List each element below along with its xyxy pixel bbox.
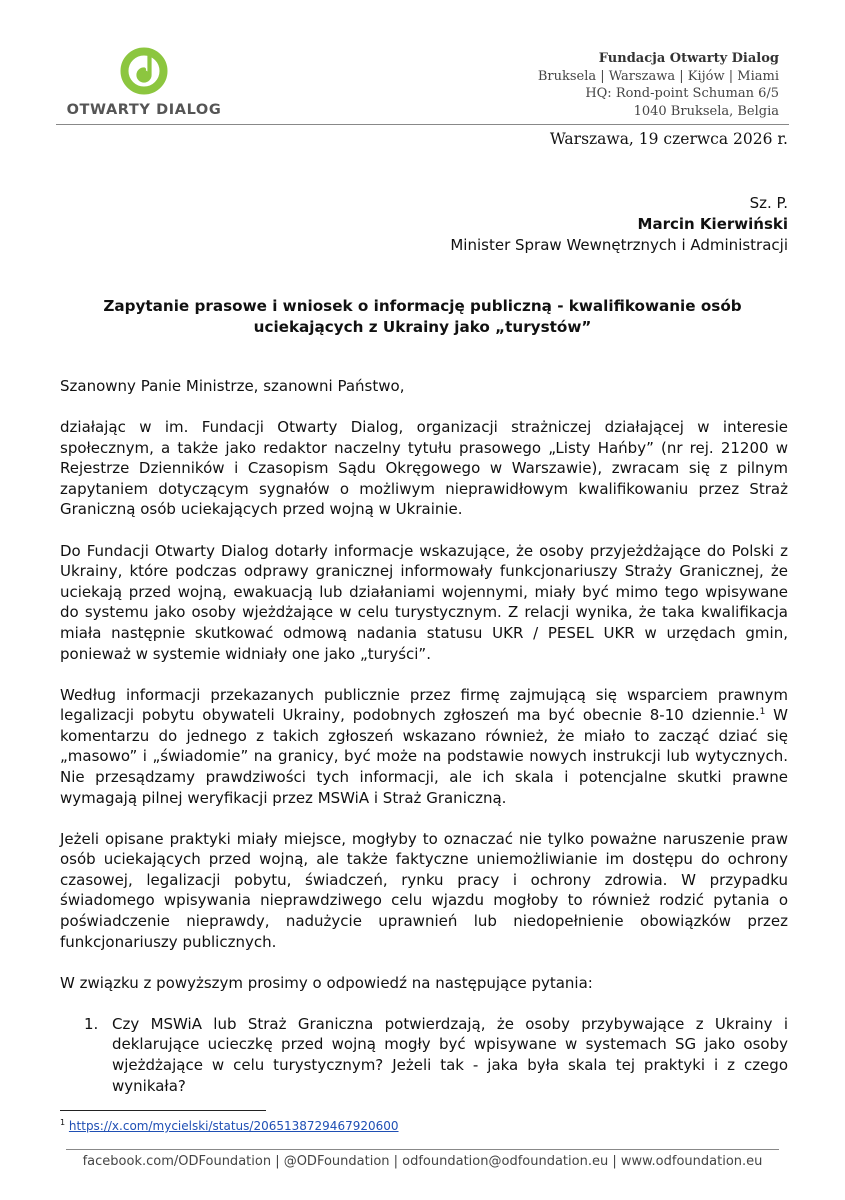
question-item — [60, 1014, 788, 1096]
question-number: 1. — [84, 1014, 99, 1033]
organization-postal: 1040 Bruksela, Belgia — [633, 103, 779, 119]
footer-divider — [66, 1149, 779, 1150]
otwarty-dialog-logo-icon — [119, 46, 169, 96]
header-divider — [56, 124, 789, 125]
paragraph-3 — [60, 685, 788, 809]
greeting: Szanowny Panie Ministrze, szanowni Państwo, — [60, 377, 405, 395]
footnote-reference: 1 — [759, 707, 766, 718]
addressee — [450, 193, 788, 256]
paragraph-3-text-b: W komentarzu do jednego z takich zgłoszeń wskazano również, że miało to zacząć dziać się „masowo” i „świadomie” na granicy, być może na podstawie nowych instrukcji lub wytycznych. Nie przesądzamy prawdziwości tych informacji, ale ich skala i potencjalne skutki prawne wymagają pilnej weryfikacji przez MSWiA i Straż Graniczną. — [60, 706, 788, 807]
organization-address — [538, 50, 779, 120]
logo-text: OTWARTY DIALOG — [66, 102, 222, 118]
addressee-name: Marcin Kierwiński — [637, 215, 788, 233]
footnote — [60, 1118, 399, 1133]
letter-title — [60, 296, 785, 338]
footnote-number: 1 — [60, 1118, 66, 1127]
paragraph-3-text-a: Według informacji przekazanych publicznie przez firmę zajmującą się wsparciem prawnym legalizacji pobytu obywateli Ukrainy, podobnych zgłoszeń ma być obecnie 8-10 dziennie. — [60, 685, 788, 725]
paragraph-2: Do Fundacji Otwarty Dialog dotarły informacje wskazujące, że osoby przyjeżdżające do Polski z Ukrainy, które podczas odprawy granicznej informowały funkcjonariuszy Straży Granicznej, że uciekają przed wojną, ewakuacją lub działaniami wojennymi, miały być mimo tego wpisywane do systemu jako osoby wjeżdżające w celu turystycznym. Z relacji wynika, że taka kwalifikacja miała następnie skutkować odmową nadania statusu UKR / PESEL UKR w urzędach gmin, ponieważ w systemie widniały one jako „turyści”. — [60, 541, 788, 663]
organization-cities: Bruksela | Warszawa | Kijów | Miami — [537, 68, 779, 84]
organization-name: Fundacja Otwarty Dialog — [598, 51, 779, 66]
footnote-link[interactable]: https://x.com/mycielski/status/2065138729467920600 — [68, 1119, 399, 1133]
organization-hq: HQ: Rond-point Schuman 6/5 — [585, 86, 779, 101]
letter-body — [60, 376, 788, 1096]
questions-list — [60, 1014, 788, 1096]
addressee-position: Minister Spraw Wewnętrznych i Administracji — [450, 236, 788, 254]
logo — [64, 46, 224, 122]
letter-title-line-2: uciekających z Ukrainy jako „turystów” — [253, 318, 592, 336]
footer-contacts: facebook.com/ODFoundation | @ODFoundation | odfoundation@odfoundation.eu | www.odfoundation.eu — [82, 1154, 763, 1169]
paragraph-1: działając w im. Fundacji Otwarty Dialog, organizacji strażniczej działającej w interesie społecznym, a także jako redaktor naczelny tytułu prasowego „Listy Hańby” (nr rej. 21200 w Rejestrze Dzienników i Czasopism Sądu Okręgowego w Warszawie), zwracam się z pilnym zapytaniem dotyczącym sygnałów o możliwym nieprawidłowym kwalifikowaniu przez Straż Graniczną osób uciekających przed wojną w Ukrainie. — [60, 418, 788, 519]
letter-title-line-1: Zapytanie prasowe i wniosek o informację publiczną - kwalifikowanie osób — [103, 297, 742, 315]
question-text: Czy MSWiA lub Straż Graniczna potwierdzają, że osoby przybywające z Ukrainy i deklarujące ucieczkę przed wojną mogły być wpisywane w systemach SG jako osoby wjeżdżające w celu turystycznym? Jeżeli tak - jaka była skala tej praktyki i z czego wynikała? — [112, 1014, 788, 1095]
addressee-salutation: Sz. P. — [749, 194, 788, 212]
letter-date: Warszawa, 19 czerwca 2026 r. — [549, 130, 788, 148]
paragraph-4: Jeżeli opisane praktyki miały miejsce, mogłyby to oznaczać nie tylko poważne naruszenie praw osób uciekających przed wojną, ale także faktyczne uniemożliwianie im dostępu do ochrony czasowej, legalizacji pobytu, świadczeń, rynku pracy i ochrony zdrowia. W przypadku świadomego wpisywania nieprawdziwego celu wjazdu mogłoby to również rodzić pytania o poświadczenie nieprawdy, nadużycie uprawnień lub niedopełnienie obowiązków przez funkcjonariuszy publicznych. — [60, 829, 788, 951]
footnote-divider — [60, 1110, 266, 1111]
questions-intro: W związku z powyższym prosimy o odpowiedź na następujące pytania: — [60, 973, 593, 992]
